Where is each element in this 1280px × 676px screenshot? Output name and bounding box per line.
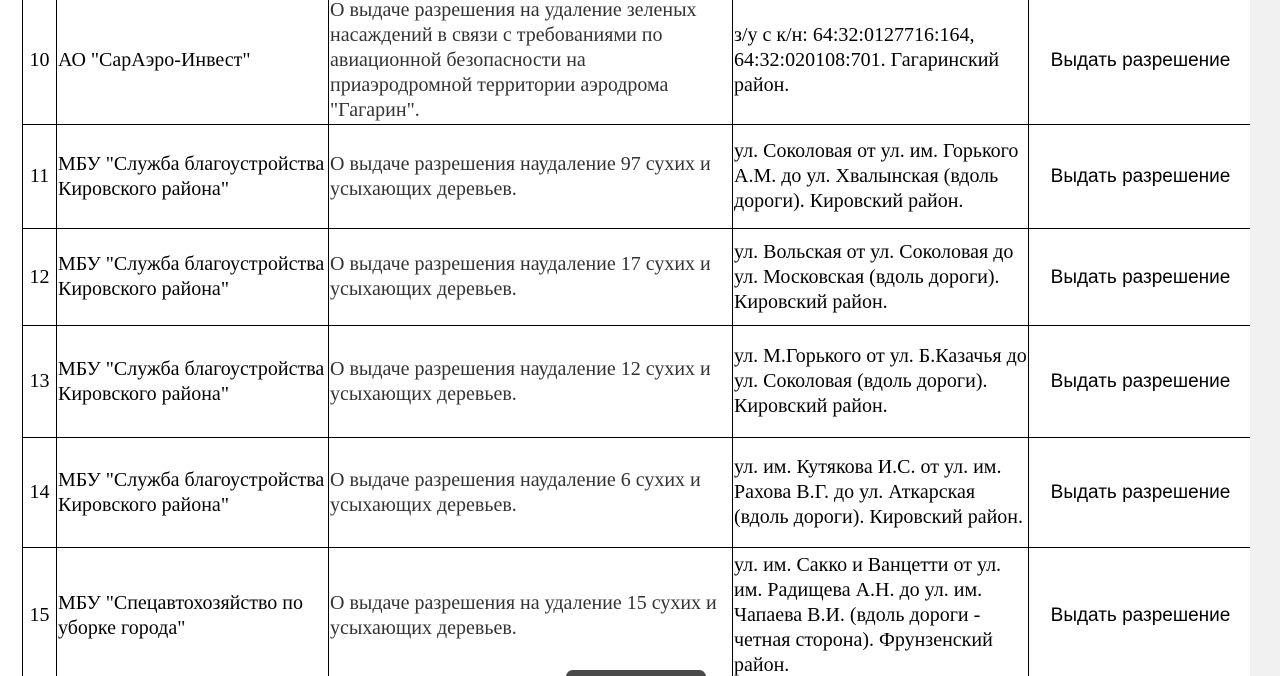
decision-cell: Выдать разрешение: [1029, 548, 1251, 676]
address-cell: ул. Соколовая от ул. им. Горького А.М. до ул. Хвалынская (вдоль дороги). Кировский район.: [733, 125, 1029, 229]
address-cell: ул. М.Горького от ул. Б.Казачья до ул. Соколовая (вдоль дороги). Кировский район.: [733, 326, 1029, 438]
table-row: [23, 0, 1251, 125]
subject-cell: О выдаче разрешения наудаление 12 сухих и усыхающих деревьев.: [329, 326, 733, 438]
decision-cell: Выдать разрешение: [1029, 438, 1251, 548]
permits-table: [22, 0, 1250, 676]
decision-cell: Выдать разрешение: [1029, 0, 1251, 125]
address-cell: ул. им. Сакко и Ванцетти от ул. им. Радищева А.Н. до ул. им. Чапаева В.И. (вдоль дороги - четная сторона). Фрунзенский район.: [733, 548, 1029, 676]
organization-cell: МБУ "Служба благоустройства Кировского района": [57, 438, 329, 548]
table-row: [23, 548, 1251, 676]
row-number: 11: [23, 125, 57, 229]
viewer-gutter: [1250, 0, 1280, 676]
subject-cell: О выдаче разрешения наудаление 97 сухих и усыхающих деревьев.: [329, 125, 733, 229]
organization-cell: АО "СарАэро-Инвест": [57, 0, 329, 125]
table-row: [23, 229, 1251, 326]
row-number: 13: [23, 326, 57, 438]
decision-cell: Выдать разрешение: [1029, 125, 1251, 229]
decision-cell: Выдать разрешение: [1029, 229, 1251, 326]
page-navigation-pill[interactable]: [566, 670, 706, 676]
subject-cell: О выдаче разрешения на удаление зеленых насаждений в связи с требованиями по авиационной безопасности на приаэродромной территории аэродрома "Гагарин".: [329, 0, 733, 125]
organization-cell: МБУ "Спецавтохозяйство по уборке города": [57, 548, 329, 676]
row-number: 15: [23, 548, 57, 676]
table-row: [23, 326, 1251, 438]
table-row: [23, 438, 1251, 548]
table-row: [23, 125, 1251, 229]
subject-cell: О выдаче разрешения наудаление 6 сухих и усыхающих деревьев.: [329, 438, 733, 548]
organization-cell: МБУ "Служба благоустройства Кировского района": [57, 125, 329, 229]
subject-cell: О выдаче разрешения на удаление 15 сухих и усыхающих деревьев.: [329, 548, 733, 676]
decision-cell: Выдать разрешение: [1029, 326, 1251, 438]
address-cell: з/у с к/н: 64:32:0127716:164, 64:32:020108:701. Гагаринский район.: [733, 0, 1029, 125]
address-cell: ул. им. Кутякова И.С. от ул. им. Рахова В.Г. до ул. Аткарская (вдоль дороги). Кировский район.: [733, 438, 1029, 548]
row-number: 12: [23, 229, 57, 326]
organization-cell: МБУ "Служба благоустройства Кировского района": [57, 326, 329, 438]
row-number: 10: [23, 0, 57, 125]
address-cell: ул. Вольская от ул. Соколовая до ул. Московская (вдоль дороги). Кировский район.: [733, 229, 1029, 326]
subject-cell: О выдаче разрешения наудаление 17 сухих и усыхающих деревьев.: [329, 229, 733, 326]
organization-cell: МБУ "Служба благоустройства Кировского района": [57, 229, 329, 326]
row-number: 14: [23, 438, 57, 548]
